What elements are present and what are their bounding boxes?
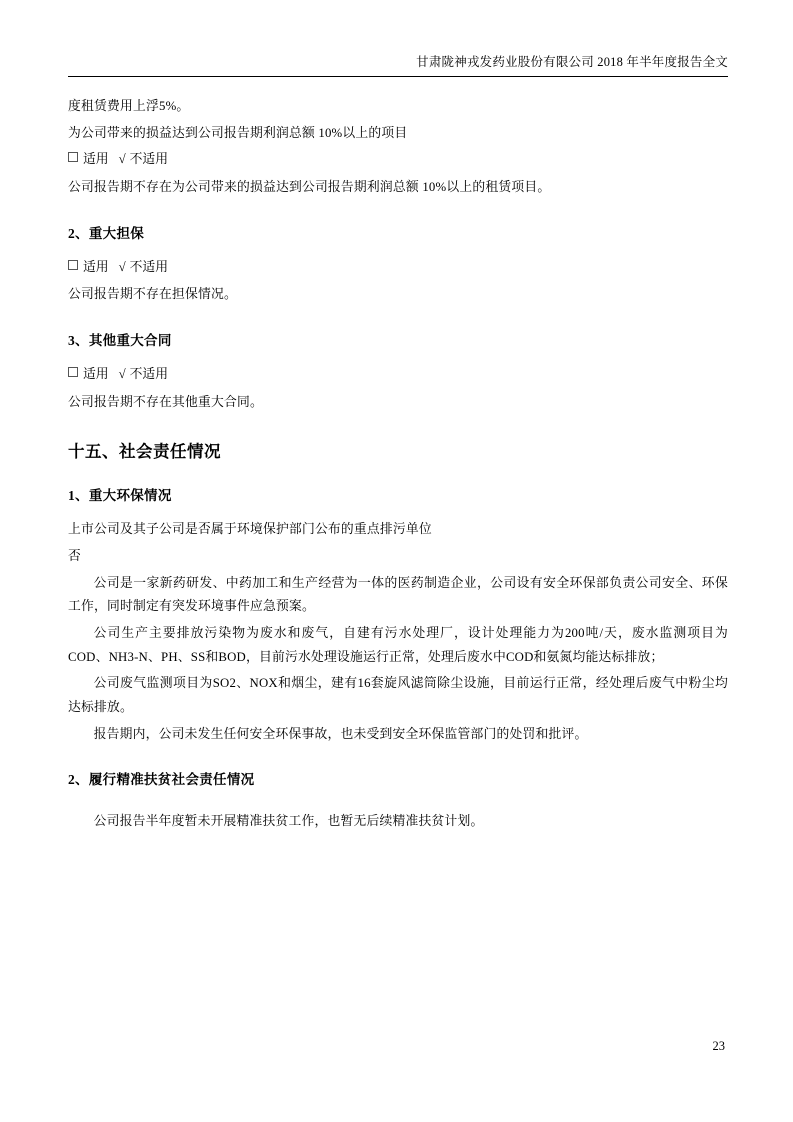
checkbox-icon[interactable] (68, 152, 78, 162)
page-content (68, 52, 728, 837)
section-heading-social-responsibility: 十五、社会责任情况 (68, 442, 221, 462)
not-applicable-label: 不适用 (129, 152, 169, 167)
checkbox-icon[interactable] (68, 367, 78, 377)
page-number: 23 (712, 1039, 725, 1053)
check-mark-icon: √ (118, 152, 126, 167)
section-heading-major-guarantee: 2、重大担保 (68, 225, 145, 241)
environment-question: 上市公司及其子公司是否属于环境保护部门公布的重点排污单位 (68, 522, 432, 537)
applicability-row-lease (68, 148, 728, 172)
applicable-label: 适用 (83, 259, 109, 274)
section-heading-poverty-alleviation: 2、履行精准扶贫社会责任情况 (68, 772, 255, 788)
section-heading-other-contracts: 3、其他重大合同 (68, 333, 172, 349)
poverty-paragraph: 公司报告半年度暂未开展精准扶贫工作，也暂无后续精准扶贫计划。 (93, 814, 484, 829)
header-rule (68, 76, 728, 77)
environment-answer: 否 (68, 549, 81, 564)
running-header: 甘肃陇神戎发药业股份有限公司 2018 年半年度报告全文 (416, 55, 728, 69)
guarantee-none-statement: 公司报告期不存在担保情况。 (68, 287, 237, 302)
applicable-label: 适用 (83, 152, 109, 167)
contract-none-statement: 公司报告期不存在其他重大合同。 (68, 394, 263, 409)
environment-paragraph-2: 公司生产主要排放污染物为废水和废气，自建有污水处理厂，设计处理能力为200吨/天，废水监测项目为COD、NH3-N、PH、SS和BOD，目前污水处理设施运行正常，处理后废水中COD和氨氮均能达标排放； (68, 626, 728, 664)
environment-paragraph-3: 公司废气监测项目为SO2、NOX和烟尘，建有16套旋风滤筒除尘设施，目前运行正常，经处理后废气中粉尘均达标排放。 (68, 676, 728, 715)
applicability-row-guarantee (68, 256, 728, 280)
not-applicable-label: 不适用 (129, 367, 169, 382)
lease-none-statement: 公司报告期不存在为公司带来的损益达到公司报告期利润总额 10%以上的租赁项目。 (68, 180, 551, 195)
check-mark-icon: √ (118, 259, 126, 274)
check-mark-icon: √ (118, 367, 126, 382)
spacer (68, 802, 728, 810)
applicable-label: 适用 (83, 367, 109, 382)
checkbox-icon[interactable] (68, 260, 78, 270)
continued-paragraph: 度租赁费用上浮5%。 (68, 99, 190, 113)
not-applicable-label: 不适用 (129, 259, 169, 274)
section-heading-environment: 1、重大环保情况 (68, 488, 172, 504)
environment-paragraph-1: 公司是一家新药研发、中药加工和生产经营为一体的医药制造企业，公司设有安全环保部负责公司安全、环保工作，同时制定有突发环境事件应急预案。 (68, 575, 728, 614)
lease-profit-line: 为公司带来的损益达到公司报告期利润总额 10%以上的项目 (68, 125, 408, 140)
environment-paragraph-4: 报告期内，公司未发生任何安全环保事故，也未受到安全环保监管部门的处罚和批评。 (93, 726, 588, 741)
applicability-row-contracts (68, 363, 728, 387)
